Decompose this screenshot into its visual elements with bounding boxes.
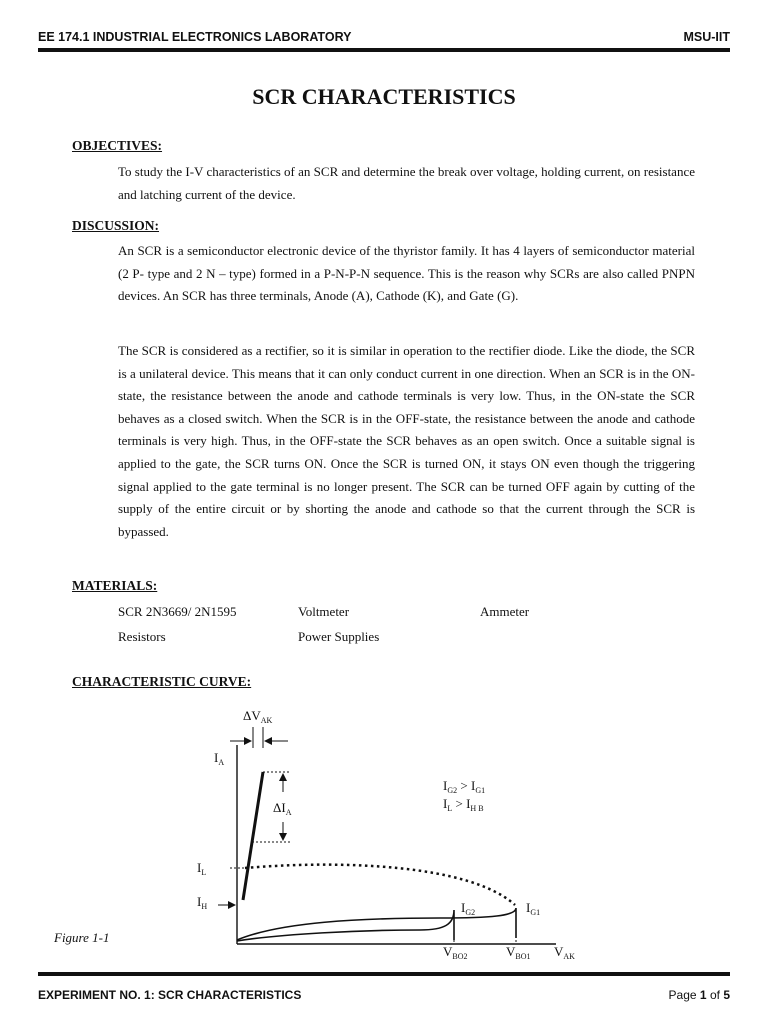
material-item: Resistors (118, 629, 166, 644)
discussion-paragraph-1: An SCR is a semiconductor electronic device of the thyristor family. It has 4 layers of semiconductor material (2 P- type and 2 N – type) formed in a P-N-P-N sequence. This is the reason why SCRs are also called PNPN devices. An SCR has three terminals, Anode (A), Cathode (K), and Gate (G). (118, 243, 695, 304)
figure-caption: Figure 1-1 (54, 930, 110, 945)
header-course: EE 174.1 INDUSTRIAL ELECTRONICS LABORATORY (38, 30, 352, 44)
ig2-curve (237, 910, 454, 941)
vak-axis-label: $V_{AK}$ (554, 944, 575, 961)
material-item: Ammeter (480, 604, 530, 619)
ia-label: $I_A$ (214, 750, 225, 767)
header-rule (38, 48, 730, 52)
header-institution: MSU-IIT (683, 30, 730, 44)
ig2-label: $I_{G2}$ (461, 900, 476, 917)
characteristic-curve-heading: CHARACTERISTIC CURVE: (72, 674, 252, 689)
page-header (38, 30, 730, 44)
dvak-label: $\Delta V_{AK}$ (243, 708, 273, 725)
material-item: SCR 2N3669/ 2N1595 (118, 604, 237, 619)
footer-experiment-title: EXPERIMENT NO. 1: SCR CHARACTERISTICS (38, 988, 302, 1002)
objectives-heading: OBJECTIVES: (72, 138, 163, 153)
latching-dotted-curve (245, 865, 515, 905)
gate-current-relation: $I_{G2} > I_{G1}$ (443, 778, 486, 795)
material-item: Voltmeter (298, 604, 350, 619)
discussion-heading: DISCUSSION: (72, 218, 160, 233)
objectives-text: To study the I-V characteristics of an SCR and determine the break over voltage, holding current, on resistance and latching current of the device. (118, 164, 695, 202)
materials-heading: MATERIALS: (72, 578, 158, 593)
page-title: SCR CHARACTERISTICS (252, 84, 516, 109)
material-item: Power Supplies (298, 629, 380, 644)
discussion-paragraph-2: The SCR is considered as a rectifier, so it is similar in operation to the rectifier diode. Like the diode, the SCR is a unilateral device. This means that it can only conduct current in one direction. When an SCR is in the ON-state, the resistance between the anode and cathode terminals is very low. Thus, in the ON-state the SCR behaves as a closed switch. When the SCR is in the OFF-state, the resistance between the anode and cathode terminals is very high. Thus, in the OFF-state the SCR behaves as an open switch. Once a suitable signal is applied to the gate, the SCR turns ON. Once the SCR is turned ON, it stays ON even though the triggering signal applied to the gate terminal is no longer present. The SCR can be turned OFF again by cutting of the supply of the entire circuit or by shorting the anode and cathode so that the current through the SCR is bypassed. (118, 343, 695, 539)
page-number: Page 1 of 5 (668, 988, 730, 1002)
footer-rule (38, 972, 730, 976)
latching-holding-relation: $I_L > I_{H B}$ (443, 796, 484, 813)
scr-characteristic-curve (190, 700, 610, 970)
on-state-line (243, 772, 263, 900)
ih-label: $I_H$ (197, 894, 208, 911)
page-footer (38, 988, 730, 1002)
ig1-label: $I_{G1}$ (526, 900, 541, 917)
dia-label: $\Delta I_A$ (273, 800, 292, 817)
vbo1-label: $V_{BO1}$ (506, 944, 531, 961)
il-label: $I_L$ (197, 860, 207, 877)
vbo2-label: $V_{BO2}$ (443, 944, 468, 961)
